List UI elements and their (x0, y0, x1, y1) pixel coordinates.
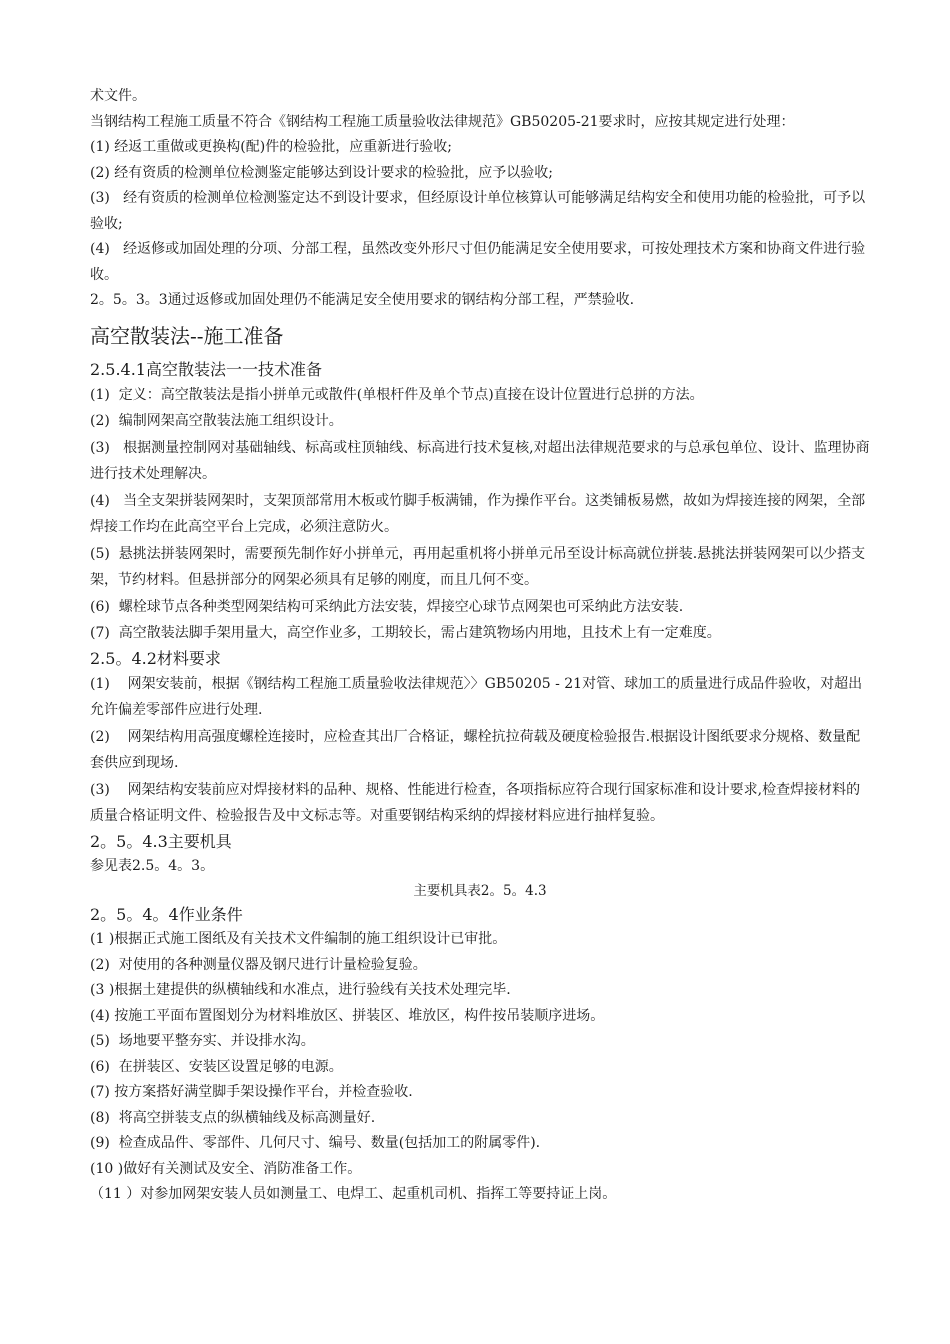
text-line: (1) 经返工重做或更换构(配)件的检验批，应重新进行验收; (90, 139, 452, 155)
text-line: (5) 悬挑法拼装网架时，需要预先制作好小拼单元，再用起重机将小拼单元吊至设计标高就位拼装.悬挑法拼装网架可以少搭支架，节约材料。但悬拼部分的网架必须具有足够的刚度，而且几何不变。 (90, 545, 866, 588)
text-line: (4) 当全支架拼装网架时，支架顶部常用木板或竹脚手板满铺，作为操作平台。这类铺板易燃，故如为焊接连接的网架，全部焊接工作均在此高空平台上完成，必须注意防火。 (90, 492, 866, 535)
subsection-heading: 2。5。4。4作业条件 (90, 905, 243, 924)
text-line: (1) 网架安装前，根据《钢结构工程施工质量验收法律规范〉〉GB50205 - 21对管、球加工的质量进行成品件验收，对超出允许偏差零部件应进行处理. (90, 675, 863, 718)
text-line: (7) 高空散装法脚手架用量大，高空作业多，工期较长，需占建筑物场内用地，且技术上有一定难度。 (90, 625, 721, 641)
text-line: (7) 按方案搭好满堂脚手架设操作平台，并检查验收. (90, 1084, 413, 1100)
text-line: (9) 检查成品件、零部件、几何尺寸、编号、数量(包括加工的附属零件). (90, 1135, 541, 1151)
text-line: (10 )做好有关测试及安全、消防准备工作。 (90, 1160, 362, 1177)
text-line: (8) 将高空拼装支点的纵横轴线及标高测量好. (90, 1109, 376, 1126)
subsection-heading: 2.5.4.1高空散装法一一技术准备 (90, 359, 322, 379)
text-line: (2) 经有资质的检测单位检测鉴定能够达到设计要求的检验批，应予以验收; (90, 164, 553, 181)
table-caption: 主要机具表2。5。4.3 (413, 883, 547, 899)
document-page (90, 84, 870, 1208)
text-line: (3 )根据土建提供的纵横轴线和水准点，进行验线有关技术处理完毕. (90, 982, 511, 998)
text-line: 术文件。 (90, 88, 146, 104)
text-line: (2) 编制网架高空散装法施工组织设计。 (90, 413, 343, 429)
text-line: (2) 网架结构用高强度螺栓连接时，应检查其出厂合格证，螺栓抗拉荷载及硬度检验报告.根据设计图纸要求分规格、数量配套供应到现场. (90, 728, 861, 771)
text-line: (1) 定义：高空散装法是指小拼单元或散件(单根杆件及单个节点)直接在设计位置进行总拼的方法。 (90, 386, 704, 403)
text-line: （11 ）对参加网架安装人员如测量工、电焊工、起重机司机、指挥工等要持证上岗。 (90, 1186, 617, 1202)
subsection-heading: 2.5。4.2材料要求 (90, 648, 221, 668)
text-line: (4) 按施工平面布置图划分为材料堆放区、拼装区、堆放区，构件按吊装顺序进场。 (90, 1007, 605, 1024)
text-line: 当钢结构工程施工质量不符合《钢结构工程施工质量验收法律规范》GB50205-21要求时，应按其规定进行处理： (90, 113, 795, 130)
text-line: (4) 经返修或加固处理的分项、分部工程，虽然改变外形尺寸但仍能满足安全使用要求，可按处理技术方案和协商文件进行验收。 (90, 241, 866, 283)
text-line: (3) 根据测量控制网对基础轴线、标高或柱顶轴线、标高进行技术复核,对超出法律规范要求的与总承包单位、设计、监理协商进行技术处理解决。 (90, 439, 870, 482)
text-line: (1 )根据正式施工图纸及有关技术文件编制的施工组织设计已审批。 (90, 931, 507, 947)
text-line: (3) 网架结构安装前应对焊接材料的品种、规格、性能进行检查，各项指标应符合现行国家标准和设计要求,检查焊接材料的质量合格证明文件、检验报告及中文标志等。对重要钢结构采纳的焊接材料应进行抽样复验。 (90, 781, 861, 824)
subsection-heading: 2。5。4.3主要机具 (90, 831, 232, 851)
text-line: (6) 螺栓球节点各种类型网架结构可采纳此方法安装，焊接空心球节点网架也可采纳此方法安装. (90, 598, 684, 615)
text-line: (3) 经有资质的检测单位检测鉴定达不到设计要求，但经原设计单位核算认可能够满足结构安全和使用功能的检验批，可予以验收; (90, 190, 866, 232)
section-heading: 高空散装法--施工准备 (90, 323, 284, 348)
text-line: (6) 在拼装区、安装区设置足够的电源。 (90, 1058, 343, 1075)
text-line: (2) 对使用的各种测量仪器及钢尺进行计量检验复验。 (90, 956, 427, 973)
text-line: 2。5。3。3通过返修或加固处理仍不能满足安全使用要求的钢结构分部工程，严禁验收. (90, 292, 635, 308)
text-line: (5) 场地要平整夯实、并设排水沟。 (90, 1033, 315, 1049)
text-line: 参见表2.5。4。3。 (90, 857, 215, 874)
